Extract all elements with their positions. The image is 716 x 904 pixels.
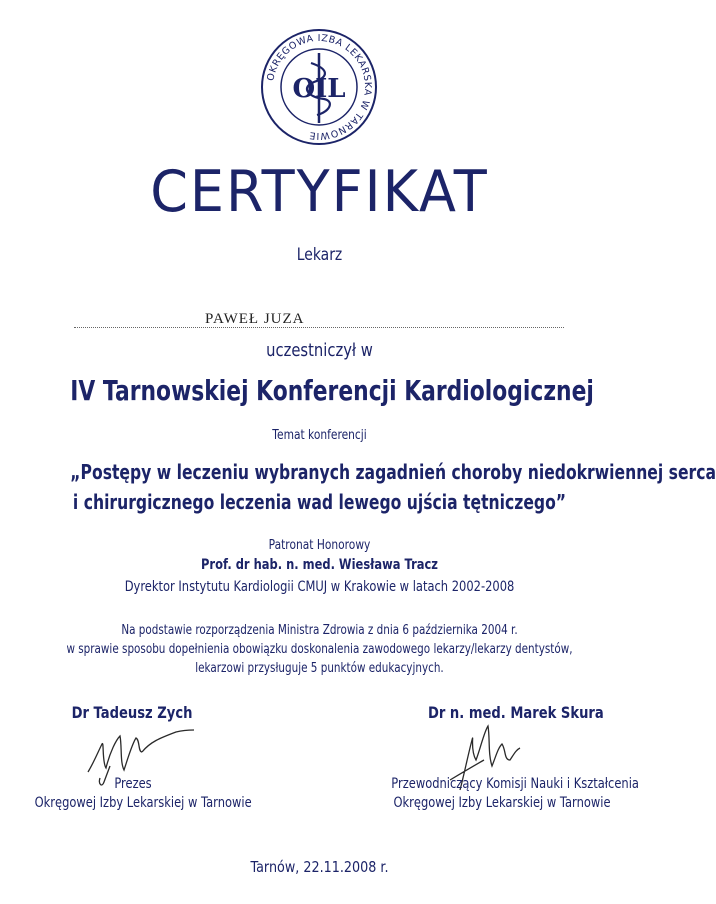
profession-label: Lekarz (296, 245, 343, 265)
legal-text-line: Na podstawie rozporządzenia Ministra Zdrowia z dnia 6 października 2004 r. (121, 623, 518, 638)
left-signatory-role: Prezes (114, 776, 152, 792)
patron-name: Prof. dr hab. n. med. Wiesława Tracz (201, 557, 438, 573)
conference-name: IV Tarnowskiej Konferencji Kardiologicznej (70, 374, 594, 407)
left-signatory-org: Okręgowej Izby Lekarskiej w Tarnowie (34, 795, 252, 811)
certificate-title: CERTYFIKAT (150, 158, 489, 225)
topic-label: Temat konferencji (272, 428, 367, 443)
left-signatory-name: Dr Tadeusz Zych (71, 703, 193, 722)
seal-ring-text: OKRĘGOWA IZBA LEKARSKA W TARNOWIE (265, 32, 374, 142)
patron-description: Dyrektor Instytutu Kardiologii CMUJ w Krakowie w latach 2002-2008 (124, 579, 515, 595)
right-signatory-name: Dr n. med. Marek Skura (428, 703, 604, 722)
seal-monogram: OIL (292, 74, 346, 104)
place-and-date: Tarnów, 22.11.2008 r. (250, 858, 389, 876)
participated-text: uczestniczył w (266, 340, 373, 361)
legal-text-line: w sprawie sposobu dopełnienia obowiązku doskonalenia zawodowego lekarzy/lekarzy dentystów, (66, 642, 573, 657)
chamber-seal (259, 27, 379, 147)
topic-line: i chirurgicznego leczenia wad lewego ujścia tętniczego” (72, 490, 567, 514)
patron-label: Patronat Honorowy (268, 538, 371, 553)
right-signatory-org: Okręgowej Izby Lekarskiej w Tarnowie (393, 795, 611, 811)
name-dotted-line (74, 327, 564, 328)
topic-line: „Postępy w leczeniu wybranych zagadnień choroby niedokrwiennej serca (70, 460, 716, 484)
right-signatory-role: Przewodniczący Komisji Nauki i Kształcenia (391, 776, 639, 792)
recipient-name: PAWEŁ JUZA (205, 311, 305, 327)
legal-text-line: lekarzowi przysługuje 5 punktów edukacyjnych. (195, 661, 444, 676)
